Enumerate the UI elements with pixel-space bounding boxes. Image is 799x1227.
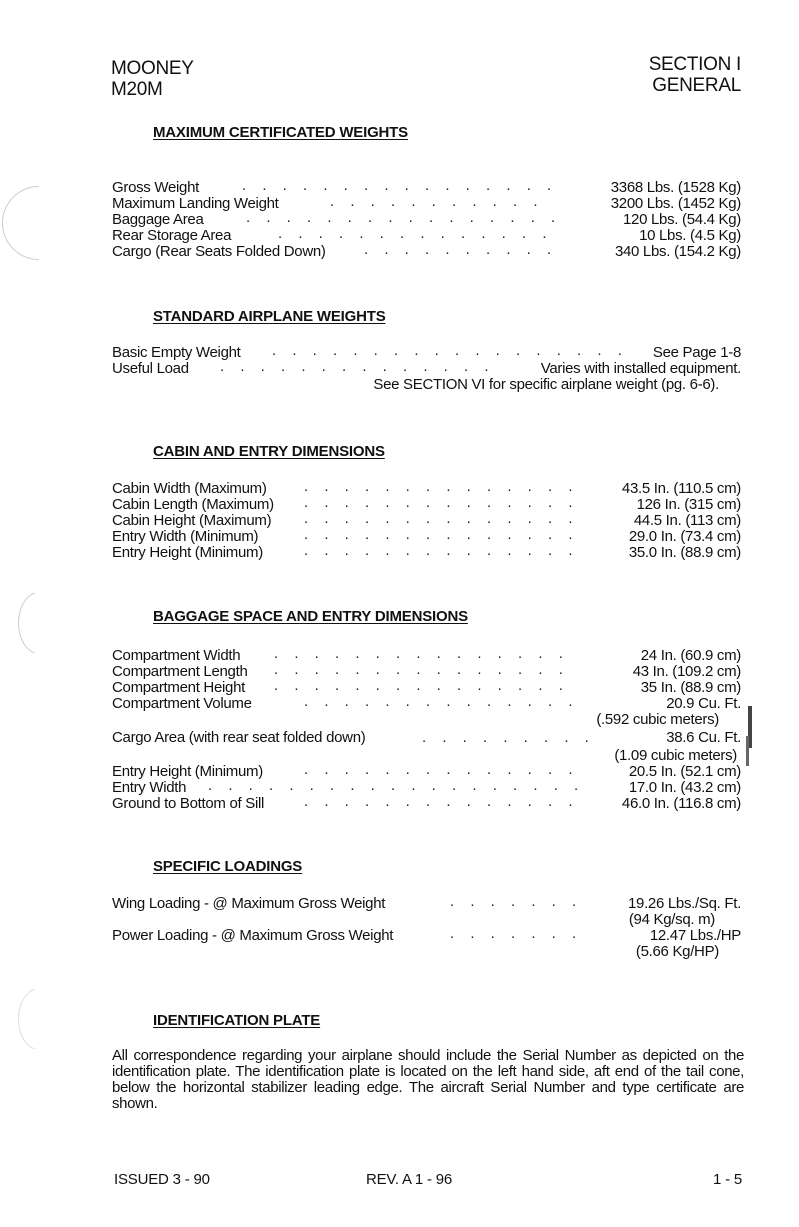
row-value: 126 In. (315 cm) [636, 496, 741, 513]
leader-dots: . . . . . . . . . . . . . . . . . . [272, 342, 628, 359]
heading-baggage: BAGGAGE SPACE AND ENTRY DIMENSIONS [153, 608, 468, 625]
row-value: 43.5 In. (110.5 cm) [621, 480, 741, 497]
row-label: Rear Storage Area [112, 227, 232, 244]
row-label: Compartment Height [112, 679, 245, 696]
table-row [112, 377, 741, 393]
row-value: 24 In. (60.9 cm) [640, 647, 741, 664]
row-value: 20.5 In. (52.1 cm) [628, 763, 741, 780]
punch-hole-mark [2, 186, 76, 260]
row-value: (1.09 cubic meters) [614, 747, 737, 764]
leader-dots: . . . . . . . . . . . . . . . [274, 661, 569, 678]
row-label: Entry Width [112, 779, 187, 796]
row-label: Basic Empty Weight [112, 344, 241, 361]
row-value: 340 Lbs. (154.2 Kg) [614, 243, 741, 260]
row-label: Cargo (Rear Seats Folded Down) [112, 243, 326, 260]
footer-revision: REV. A 1 - 96 [366, 1171, 453, 1188]
row-value: 43 In. (109.2 cm) [632, 663, 741, 680]
table-row [112, 925, 741, 944]
max-weights-table [112, 177, 741, 260]
leader-dots: . . . . . . . . . . . . . . [278, 225, 553, 242]
row-label: Cabin Length (Maximum) [112, 496, 274, 513]
heading-max-weights: MAXIMUM CERTIFICATED WEIGHTS [153, 124, 408, 141]
leader-dots: . . . . . . . . . . . . . . [220, 358, 495, 375]
table-row [112, 893, 741, 912]
row-label: Entry Height (Minimum) [112, 544, 263, 561]
heading-ident: IDENTIFICATION PLATE [153, 1012, 321, 1029]
header-model: M20M [111, 79, 163, 100]
row-label: Power Loading - @ Maximum Gross Weight [112, 927, 394, 944]
row-value: 38.6 Cu. Ft. [666, 729, 741, 746]
table-row [112, 712, 741, 728]
loadings-table [112, 893, 741, 960]
row-value: 12.47 Lbs./HP [649, 927, 741, 944]
baggage-table [112, 645, 741, 812]
table-row [112, 241, 741, 260]
leader-dots: . . . . . . . . . . . . . . [304, 526, 579, 543]
row-value: 44.5 In. (113 cm) [633, 512, 741, 529]
header-make: MOONEY [111, 58, 194, 79]
row-value: (5.66 Kg/HP) [635, 943, 719, 960]
row-value: 20.9 Cu. Ft. [666, 695, 741, 712]
row-value: Varies with installed equipment. [540, 360, 741, 377]
leader-dots: . . . . . . . [450, 893, 583, 910]
leader-dots: . . . . . . . . . . . . . . [304, 478, 579, 495]
row-value: 35 In. (88.9 cm) [640, 679, 741, 696]
leader-dots: . . . . . . . . . . . [330, 193, 544, 210]
header-section: SECTION I [648, 54, 741, 75]
row-label: Compartment Width [112, 647, 241, 664]
punch-hole-mark [18, 592, 60, 654]
footer-issued: ISSUED 3 - 90 [114, 1171, 210, 1188]
row-value: 3368 Lbs. (1528 Kg) [610, 179, 741, 196]
std-weights-table [112, 342, 741, 393]
row-value: 29.0 In. (73.4 cm) [628, 528, 741, 545]
leader-dots: . . . . . . . . . . . . . . [304, 542, 579, 559]
leader-dots: . . . . . . . . . . . . . . . . [242, 177, 558, 194]
leader-dots: . . . . . . . . . . . . . . [304, 793, 579, 810]
header-section-name: GENERAL [652, 75, 741, 96]
table-row [112, 358, 741, 377]
row-label: Baggage Area [112, 211, 204, 228]
airplane-weight-note: See SECTION VI for specific airplane weight (pg. 6-6). [373, 376, 719, 393]
leader-dots: . . . . . . . . . . . . . . . [274, 645, 569, 662]
row-value: See Page 1-8 [652, 344, 741, 361]
row-label: Cargo Area (with rear seat folded down) [112, 729, 366, 746]
row-label: Cabin Width (Maximum) [112, 480, 267, 497]
leader-dots: . . . . . . . . . . . . . . . . [246, 209, 562, 226]
heading-cabin: CABIN AND ENTRY DIMENSIONS [153, 443, 385, 460]
header-right [649, 54, 741, 96]
table-row [112, 793, 741, 812]
change-bar [746, 736, 749, 766]
punch-hole-mark [18, 988, 60, 1050]
table-row [112, 944, 741, 960]
row-label: Compartment Length [112, 663, 248, 680]
row-value: 3200 Lbs. (1452 Kg) [610, 195, 741, 212]
leader-dots: . . . . . . . . . . [364, 241, 558, 258]
row-label: Wing Loading - @ Maximum Gross Weight [112, 895, 386, 912]
row-value: 46.0 In. (116.8 cm) [621, 795, 741, 812]
table-row [112, 912, 741, 928]
row-value: 17.0 In. (43.2 cm) [628, 779, 741, 796]
table-row [112, 542, 741, 561]
row-value: (.592 cubic meters) [596, 711, 719, 728]
leader-dots: . . . . . . . . . . . . . . [304, 693, 579, 710]
row-label: Maximum Landing Weight [112, 195, 279, 212]
leader-dots: . . . . . . . [450, 925, 583, 942]
row-label: Gross Weight [112, 179, 199, 196]
row-value: 10 Lbs. (4.5 Kg) [639, 227, 741, 244]
ident-paragraph: All correspondence regarding your airplane should include the Serial Number as depicted on the identification plate. The identification plate is located on the left hand side, aft end of the tail cone, below the horizontal stabilizer leading edge. The aircraft Serial Number and type certificate are shown. [112, 1047, 744, 1112]
heading-std-weights: STANDARD AIRPLANE WEIGHTS [153, 308, 386, 325]
row-label: Cabin Height (Maximum) [112, 512, 272, 529]
row-label: Entry Height (Minimum) [112, 763, 263, 780]
leader-dots: . . . . . . . . . . . . . . . [274, 677, 569, 694]
row-label: Useful Load [112, 360, 189, 377]
row-value: 35.0 In. (88.9 cm) [628, 544, 741, 561]
row-value: 19.26 Lbs./Sq. Ft. [627, 895, 741, 912]
footer-page-number: 1 - 5 [712, 1171, 742, 1188]
row-label: Ground to Bottom of Sill [112, 795, 265, 812]
header-left [111, 58, 194, 100]
row-label: Compartment Volume [112, 695, 252, 712]
leader-dots: . . . . . . . . . . . . . . . . . . . [208, 777, 585, 794]
leader-dots: . . . . . . . . . [422, 729, 595, 746]
leader-dots: . . . . . . . . . . . . . . [304, 761, 579, 778]
table-row [112, 728, 741, 748]
heading-loadings: SPECIFIC LOADINGS [153, 858, 303, 875]
row-value: (94 Kg/sq. m) [628, 911, 715, 928]
cabin-table [112, 478, 741, 561]
table-row [112, 693, 741, 712]
row-label: Entry Width (Minimum) [112, 528, 259, 545]
leader-dots: . . . . . . . . . . . . . . [304, 494, 579, 511]
row-value: 120 Lbs. (54.4 Kg) [622, 211, 741, 228]
leader-dots: . . . . . . . . . . . . . . [304, 510, 579, 527]
